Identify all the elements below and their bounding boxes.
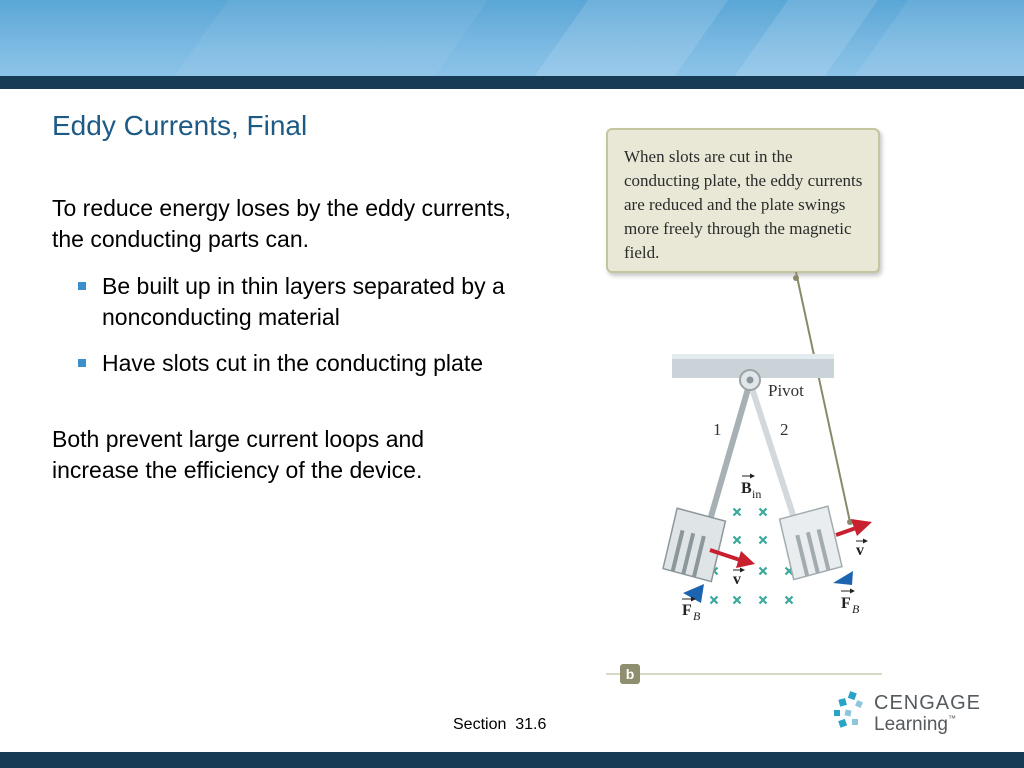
bullet-text: Have slots cut in the conducting plate — [102, 350, 484, 376]
bullet-marker — [78, 282, 86, 290]
field-mark — [760, 568, 767, 575]
force-symbol: F — [841, 595, 851, 612]
field-vector-label — [741, 474, 761, 502]
field-mark — [734, 597, 741, 604]
field-mark — [786, 597, 793, 604]
field-mark — [734, 509, 741, 516]
force-arrow-2 — [833, 571, 853, 585]
velocity-arrow-2 — [836, 519, 872, 536]
field-mark — [734, 537, 741, 544]
velocity-label-1 — [733, 568, 745, 589]
callout-text: When slots are cut in the conducting plate, the eddy currents are reduced and the plate swings more freely through the magnetic field. — [624, 147, 863, 262]
logo-subtitle-text: Learning — [874, 714, 948, 735]
force-label-2 — [841, 589, 860, 617]
field-subscript: in — [752, 487, 762, 501]
callout-box — [606, 128, 880, 273]
pivot-pin — [747, 377, 754, 384]
velocity-symbol: v — [733, 571, 741, 588]
callout-leader-line — [796, 272, 850, 522]
field-symbol: B — [741, 480, 752, 497]
velocity-symbol: v — [856, 542, 864, 559]
section-label: Section 31.6 — [453, 716, 547, 733]
force-subscript: B — [693, 609, 701, 623]
bullet-marker — [78, 359, 86, 367]
top-rule — [0, 76, 1024, 89]
cengage-logo-mark — [832, 690, 872, 734]
slide-title: Eddy Currents, Final — [52, 110, 308, 141]
intro-paragraph: To reduce energy loses by the eddy currents, the conducting parts can. — [52, 195, 511, 252]
ceiling-bar-highlight — [672, 354, 834, 359]
bullet-text: Be built up in thin layers separated by a nonconducting material — [102, 273, 505, 330]
bullet-item — [80, 348, 510, 379]
velocity-label-2 — [856, 539, 868, 560]
force-subscript: B — [852, 602, 860, 616]
field-mark — [760, 597, 767, 604]
arm-1-label: 1 — [713, 420, 722, 439]
arm-1 — [710, 382, 750, 520]
panel-label: b — [625, 666, 635, 682]
leader-dot — [793, 275, 799, 281]
field-mark — [760, 537, 767, 544]
conclusion-paragraph: Both prevent large current loops and increase the efficiency of the device. — [52, 426, 425, 483]
field-mark — [711, 597, 718, 604]
slotted-plate-1 — [661, 508, 727, 581]
field-mark — [760, 509, 767, 516]
arm-2-label: 2 — [780, 420, 789, 439]
pivot-label: Pivot — [768, 381, 804, 400]
top-banner — [0, 0, 1024, 76]
bullet-item — [80, 271, 510, 333]
logo-subtitle — [874, 714, 956, 736]
cengage-logo — [832, 690, 992, 740]
logo-wordmark: CENGAGE — [874, 692, 982, 714]
bottom-rule — [0, 752, 1024, 768]
force-symbol: F — [682, 602, 692, 619]
trademark-mark: ™ — [947, 714, 956, 723]
pendulum-figure — [600, 270, 890, 690]
